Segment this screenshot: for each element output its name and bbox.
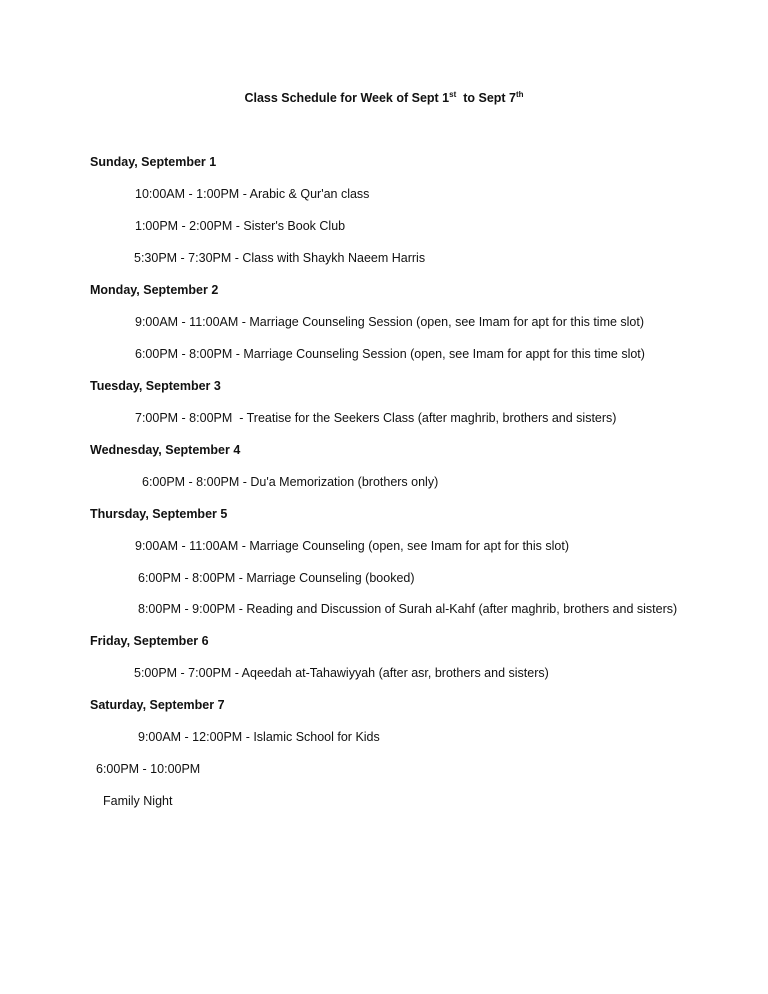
day-heading-tuesday: Tuesday, September 3: [90, 379, 221, 393]
schedule-entry: Family Night: [103, 794, 173, 808]
schedule-entry: 6:00PM - 10:00PM: [96, 762, 201, 776]
schedule-entry: 1:00PM - 2:00PM - Sister's Book Club: [135, 219, 346, 233]
day-heading-wednesday: Wednesday, September 4: [90, 443, 241, 457]
schedule-entry: 9:00AM - 11:00AM - Marriage Counseling (open, see Imam for apt for this slot): [135, 539, 569, 553]
title-text-part2: to Sept 7: [456, 91, 516, 105]
day-heading-friday: Friday, September 6: [90, 634, 209, 648]
schedule-entry: 9:00AM - 12:00PM - Islamic School for Kids: [138, 730, 380, 744]
schedule-entry: 5:30PM - 7:30PM - Class with Shaykh Naeem Harris: [134, 251, 426, 265]
schedule-entry: 10:00AM - 1:00PM - Arabic & Qur'an class: [135, 187, 370, 201]
schedule-entry: 7:00PM - 8:00PM - Treatise for the Seekers Class (after maghrib, brothers and sisters): [135, 411, 617, 425]
schedule-entry: 6:00PM - 8:00PM - Marriage Counseling Session (open, see Imam for appt for this time slot): [135, 347, 645, 361]
schedule-entry: 9:00AM - 11:00AM - Marriage Counseling Session (open, see Imam for apt for this time slot): [135, 315, 645, 329]
schedule-entry: 5:00PM - 7:00PM - Aqeedah at-Tahawiyyah (after asr, brothers and sisters): [134, 666, 549, 680]
day-heading-saturday: Saturday, September 7: [90, 698, 225, 712]
schedule-entry: 8:00PM - 9:00PM - Reading and Discussion of Surah al-Kahf (after maghrib, brothers and sisters): [138, 602, 678, 616]
document-title: [0, 90, 768, 106]
title-superscript-st: st: [449, 90, 457, 99]
day-heading-sunday: Sunday, September 1: [90, 155, 217, 169]
day-heading-thursday: Thursday, September 5: [90, 507, 228, 521]
title-superscript-th: th: [516, 90, 524, 99]
schedule-entry: 6:00PM - 8:00PM - Du'a Memorization (brothers only): [142, 475, 439, 489]
title-text-part1: Class Schedule for Week of Sept 1: [244, 91, 450, 105]
day-heading-monday: Monday, September 2: [90, 283, 219, 297]
schedule-entry: 6:00PM - 8:00PM - Marriage Counseling (booked): [138, 571, 415, 585]
